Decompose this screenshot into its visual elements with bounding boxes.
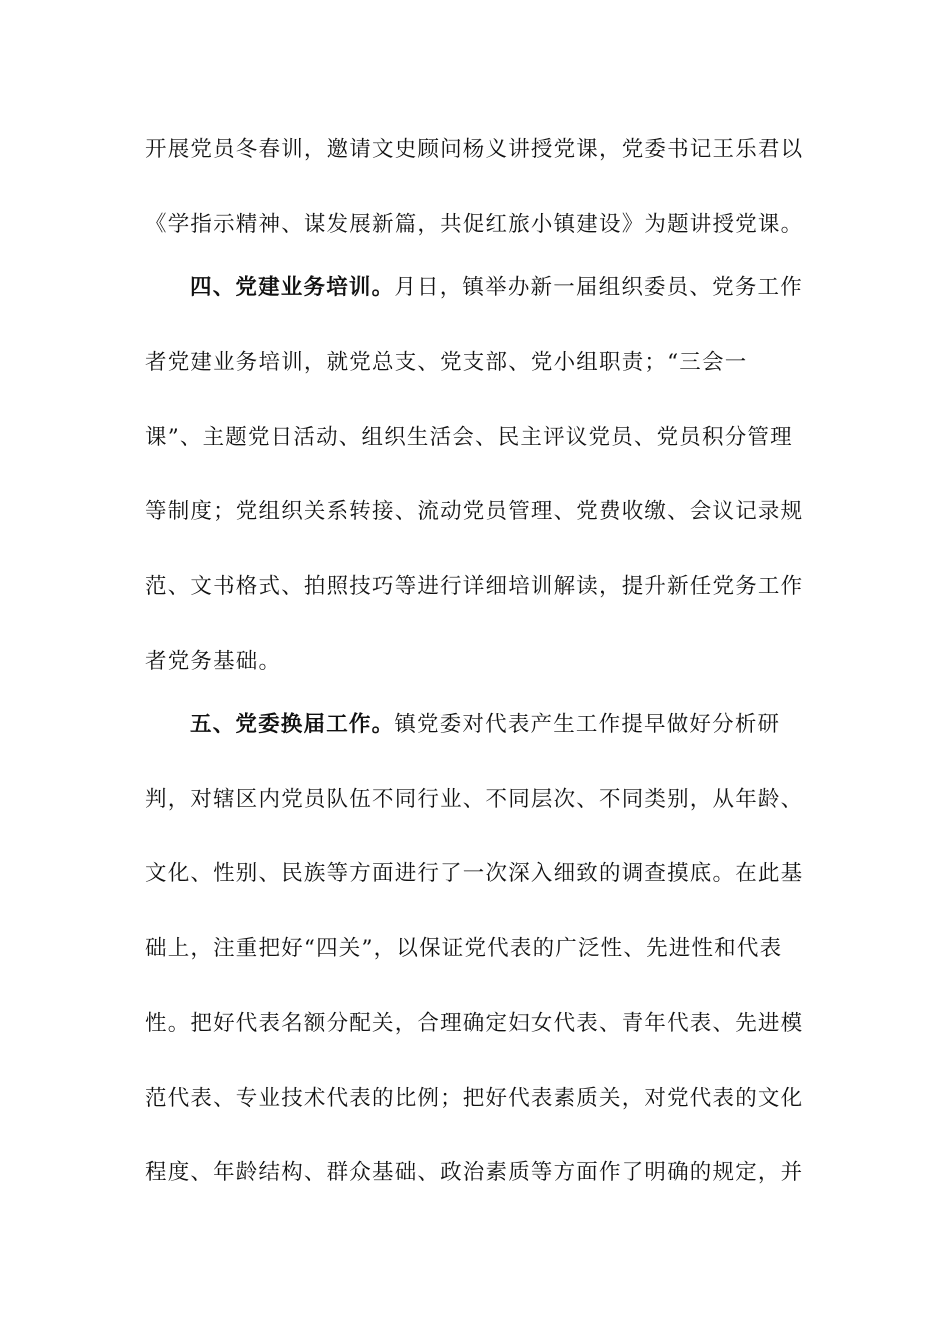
paragraph-line: 范代表、专业技术代表的比例；把好代表素质关，对党代表的文化 [145, 1086, 804, 1111]
section-5-heading: 五、党委换届工作。 [190, 712, 395, 737]
section-4-text: 月日，镇举办新一届组织委员、党务工作 [394, 275, 803, 300]
paragraph-line: 《学指示精神、谋发展新篇，共促红旅小镇建设》为题讲授党课。 [145, 212, 804, 237]
section-5-text: 镇党委对代表产生工作提早做好分析研 [394, 712, 781, 737]
paragraph-line: 开展党员冬春训，邀请文史顾问杨义讲授党课，党委书记王乐君以 [145, 137, 804, 162]
paragraph-line: 性。把好代表名额分配关，合理确定妇女代表、青年代表、先进模 [145, 1011, 804, 1036]
paragraph-line: 者党建业务培训，就党总支、党支部、党小组职责；“三会一 [145, 350, 748, 375]
section-5-first-line [190, 710, 840, 740]
paragraph-line: 课”、主题党日活动、组织生活会、民主评议党员、党员积分管理 [145, 425, 793, 450]
section-4-first-line [190, 273, 840, 303]
paragraph-line: 文化、性别、民族等方面进行了一次深入细致的调查摸底。在此基 [145, 861, 804, 886]
paragraph-line: 础上，注重把好“四关”，以保证党代表的广泛性、先进性和代表 [145, 936, 783, 961]
paragraph-line: 程度、年龄结构、群众基础、政治素质等方面作了明确的规定，并 [145, 1160, 804, 1185]
section-4-heading: 四、党建业务培训。 [190, 275, 395, 300]
paragraph-line: 范、文书格式、拍照技巧等进行详细培训解读，提升新任党务工作 [145, 574, 804, 599]
paragraph-line: 等制度；党组织关系转接、流动党员管理、党费收缴、会议记录规 [145, 499, 804, 524]
paragraph-line: 者党务基础。 [145, 649, 282, 674]
paragraph-line: 判，对辖区内党员队伍不同行业、不同层次、不同类别，从年龄、 [145, 787, 804, 812]
